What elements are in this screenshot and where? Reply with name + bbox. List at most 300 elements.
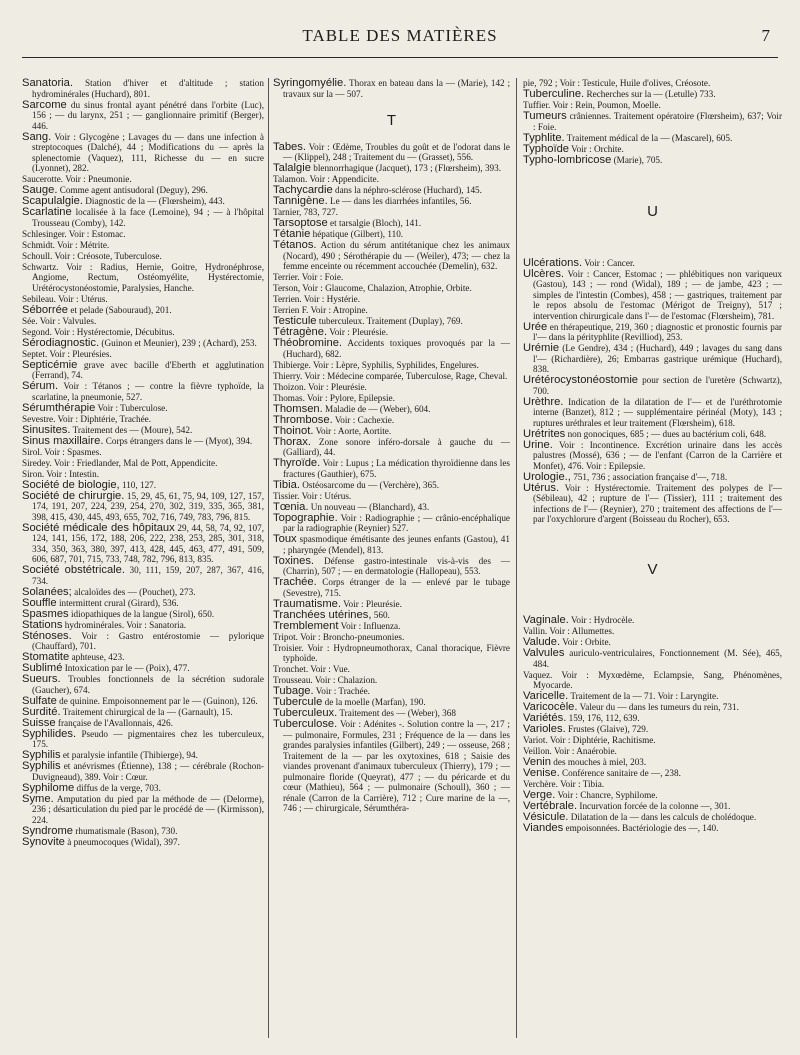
index-entry: [22, 469, 264, 480]
index-entry: [22, 783, 264, 794]
entry-text: Tuffier. Voir : Rein, Poumon, Moelle.: [523, 100, 661, 110]
index-entry: [22, 229, 264, 240]
index-entry: [22, 294, 264, 305]
index-entry: [22, 729, 264, 750]
entry-text: idiopathiques de la langue (Sirol), 650.: [68, 608, 215, 619]
index-entry: [22, 185, 264, 196]
entry-term: Solanées;: [22, 585, 72, 598]
entry-term: Stomatite: [22, 651, 70, 663]
index-entry: [523, 648, 782, 669]
entry-text: Vallin. Voir : Allumettes.: [523, 626, 615, 636]
index-entry: [273, 360, 510, 371]
entry-text: Thorax en bateau dans la — (Marie), 142 ; travaux sur la — 507.: [283, 78, 510, 99]
index-entry: [523, 144, 782, 155]
index-entry: [273, 305, 510, 316]
page-number: 7: [761, 26, 770, 45]
entry-text: et pelade (Sabouraud), 201.: [68, 304, 172, 315]
index-entry: [273, 415, 510, 426]
entry-text: (Le Gendre), 434 ; (Huchard), 449 ; lavages du sang dans l'— (Richardière), 26; Embarras gastrique urémique (Huchard), 838.: [533, 343, 782, 374]
entry-term: Tabes.: [273, 140, 306, 153]
entry-text: Diagnostic de la — (Flœrsheim), 443.: [82, 196, 225, 206]
entry-text: Voir : Influenza.: [338, 620, 401, 631]
index-entry: [22, 425, 264, 436]
entry-term: Tuberculeux.: [273, 707, 338, 719]
index-entry: [273, 404, 510, 415]
index-entry: [273, 697, 510, 708]
entry-text: et anévrismes (Étienne), 138 ; — cérébrale (Rochon-Duvigneaud), 389. Voir : Cœur.: [32, 761, 264, 782]
entry-term: Toux: [273, 533, 297, 545]
entry-term: Thomsen.: [273, 402, 323, 415]
index-entry: [22, 132, 264, 174]
entry-text: française de l'Avallonnais, 426.: [55, 717, 173, 728]
index-entry: [22, 491, 264, 523]
index-entry: [523, 713, 782, 724]
entry-text: Terrien F. Voir : Atropine.: [273, 305, 368, 315]
entry-term: Tuberculine.: [523, 88, 585, 100]
entry-text: Terson, Voir : Glaucome, Chalazion, Atrophie, Orbite.: [273, 283, 472, 293]
index-entry: [22, 826, 264, 837]
entry-text: Saucerotte. Voir : Pneumonie.: [22, 174, 132, 184]
entry-term: Syndrome: [22, 824, 73, 837]
index-entry: [273, 393, 510, 404]
index-entry: [273, 708, 510, 719]
index-columns: [22, 78, 782, 1038]
entry-text: Voir : Trachée.: [313, 686, 370, 696]
index-entry: [273, 599, 510, 610]
entry-text: Voir : Aorte, Aortite.: [313, 425, 392, 436]
index-entry: [273, 218, 510, 229]
entry-term: Société obstétricale.: [22, 564, 125, 576]
index-entry: [523, 691, 782, 702]
index-entry: [523, 724, 782, 735]
index-entry: [523, 637, 782, 648]
entry-term: Urèthre.: [523, 395, 564, 408]
index-entry: [22, 327, 264, 338]
index-entry: [523, 615, 782, 626]
entry-text: Septet. Voir : Pleurésies.: [22, 348, 112, 359]
entry-text: Siredey. Voir : Friedlander, Mal de Pott, Appendicite.: [22, 457, 218, 468]
entry-term: Vaginale.: [523, 614, 569, 626]
entry-text: Voir : Cachexie.: [332, 414, 395, 425]
entry-term: Tétanos.: [273, 239, 317, 251]
entry-text: Défense gastro-intestinale vis-à-vis des — (Charrin), 507 ; — en dermatologie (Hallopeau), 553.: [283, 555, 510, 576]
entry-term: Syphilides.: [22, 727, 77, 740]
entry-text: Talamon. Voir : Appendicite.: [273, 174, 379, 184]
entry-text: Ostéosarcome du — (Verchère), 365.: [299, 479, 439, 490]
entry-text: du sinus frontal ayant pénétré dans l'orbite (Luc), 156 ; — du larynx, 251 ; — ganglionnaire primitif (Berger), 446.: [32, 99, 264, 131]
index-entry: [22, 609, 264, 620]
entry-term: Typhlite.: [523, 131, 565, 144]
entry-text: Voir : Hydrocèle.: [568, 615, 635, 625]
index-entry: [22, 598, 264, 609]
index-entry: [523, 269, 782, 322]
entry-term: Tumeurs: [523, 110, 567, 122]
entry-text: Conférence sanitaire de —, 238.: [559, 768, 681, 778]
entry-text: Voir : Cancer, Estomac ; — phlébitiques non variqueux (Gastou), 143 ; — rond (Widal), 189 ; — de jambe, 423 ; — simples de l'intestin (Combes), 458 ; — gastriques, traitement par le repos absolu de l'estomac (Mérigot de Treigny), 517 ; intervention chirurgicale dans l'— de l'estomac (Flœrsheim), 781.: [533, 268, 782, 321]
section-letter: T: [386, 111, 397, 129]
entry-term: Spasmes: [22, 607, 69, 620]
index-entry: [523, 735, 782, 746]
entry-text: Station d'hiver et d'altitude ; station hydrominérales (Huchard), 801.: [32, 78, 264, 99]
index-entry: [273, 610, 510, 621]
index-entry: [523, 702, 782, 713]
entry-text: Un nouveau — (Blanchard), 43.: [308, 501, 430, 512]
entry-term: Sueurs.: [22, 673, 61, 685]
entry-term: Sinusites.: [22, 423, 71, 436]
entry-term: Varicocèle.: [523, 701, 578, 713]
index-entry: [273, 382, 510, 393]
index-entry: [22, 262, 264, 294]
entry-term: Syphilome: [22, 781, 75, 794]
entry-term: Tibia.: [273, 478, 300, 491]
entry-text: 159, 176, 112, 639.: [566, 713, 640, 723]
entry-text: Voir : Tétanos ; — contre la fièvre typhoïde, la scarlatine, la pneumonie, 527.: [32, 381, 264, 402]
index-entry: [523, 100, 782, 111]
entry-text: hépatique (Gilbert), 110.: [310, 229, 404, 239]
entry-term: Urée: [523, 320, 548, 333]
entry-term: Tremblement: [273, 619, 339, 632]
entry-term: Thoinot.: [273, 424, 314, 437]
entry-term: Société médicale des hôpitaux: [22, 521, 175, 534]
entry-text: (Guinon et Meunier), 239 ; (Achard), 253.: [99, 337, 257, 348]
index-entry: [22, 381, 264, 402]
index-entry: [523, 812, 782, 823]
entry-text: non gonociques, 685 ; — dues au bactérium coli, 648.: [565, 428, 767, 439]
index-entry: [523, 78, 782, 89]
index-entry: [523, 155, 782, 166]
entry-term: Scapulalgie.: [22, 195, 83, 207]
index-entry: [273, 283, 510, 294]
entry-term: Suisse: [22, 716, 56, 729]
index-entry: [22, 240, 264, 251]
index-entry: [273, 163, 510, 174]
entry-text: Amputation du pied par la méthode de — (Delorme), 236 ; désarticulation du pied par le procédé de — (Kirmisson), 224.: [32, 793, 264, 825]
entry-term: Surdité.: [22, 705, 61, 718]
entry-text: Frustes (Glaive), 729.: [565, 724, 649, 734]
entry-text: 560.: [371, 609, 390, 620]
entry-text: Zone sonore inféro-dorsale à gauche du — (Galliard), 44.: [283, 436, 510, 457]
entry-text: de la moelle (Marfan), 190.: [322, 697, 426, 707]
entry-text: Voir : Tuberculose.: [95, 402, 168, 413]
page-header: [22, 26, 778, 50]
entry-term: Tranchées utérines,: [273, 608, 372, 621]
entry-text: Troisier. Voir : Hydropneumothorax, Canal thoracique, Fièvre typhoïde.: [273, 642, 510, 663]
entry-term: Topographie.: [273, 511, 338, 524]
entry-term: Sanatoria.: [22, 78, 73, 89]
index-entry: [273, 78, 510, 99]
entry-term: Sauge.: [22, 184, 58, 196]
entry-text: 15, 29, 45, 61, 75, 94, 109, 127, 157, 174, 191, 207, 224, 239, 254, 270, 302, 319, 335, 365, 381, 398, 415, 430, 445, 493, 655, 702, 716, 749, 783, 796, 815.: [32, 490, 264, 522]
entry-text: Variot. Voir : Diphtérie, Rachitisme.: [523, 735, 656, 745]
entry-text: auriculo-ventriculaires, Fonctionnement (M. Sée), 465, 484.: [533, 648, 782, 669]
index-entry: [22, 78, 264, 99]
entry-text: Voir : Chancre, Syphilome.: [555, 790, 658, 800]
index-entry: [273, 534, 510, 555]
entry-text: Schwartz. Voir : Radius, Hernie, Goitre, Hydronéphrose, Angiome, Rectum, Ostéomyélite, Hystérectomie, Urétérocystonéostomie, Paralysies, Hanche.: [22, 261, 264, 293]
index-entry: [273, 426, 510, 437]
index-entry: [273, 371, 510, 382]
entry-text: Voir : Glycogène ; Lavages du — dans une infection à streptocoques (Dalché), 44 ; Modifications du — après la splenectomie (Vaquez), 111, Richesse du — en sucre (Lyonnet), 282.: [32, 131, 264, 173]
entry-term: Variétés.: [523, 712, 567, 724]
entry-term: Urétrites: [523, 427, 566, 440]
entry-text: Segond. Voir : Hystérectomie, Décubitus.: [22, 326, 175, 337]
entry-term: Sténoses.: [22, 629, 72, 642]
entry-text: pie, 792 ; Voir : Testicule, Huile d'olives, Créosote.: [523, 78, 711, 88]
index-entry: [273, 556, 510, 577]
index-entry: [523, 823, 782, 834]
entry-term: Syme.: [22, 792, 54, 805]
entry-text: Valeur du — dans les tumeurs du rein, 731.: [577, 702, 739, 712]
entry-text: Troubles fonctionnels de la sécrétion sudorale (Gaucher), 674.: [32, 674, 264, 695]
index-entry: [523, 768, 782, 779]
entry-text: à pneumocoques (Widal), 397.: [64, 836, 180, 847]
entry-term: Urologie.,: [523, 470, 571, 483]
entry-text: Voir : Pleurésie.: [340, 598, 402, 609]
entry-term: Valvules: [523, 647, 565, 659]
index-entry: [273, 491, 510, 502]
entry-text: Schoull. Voir : Créosote, Tuberculose.: [22, 250, 162, 261]
index-entry: [523, 746, 782, 757]
entry-term: Venise.: [523, 767, 560, 779]
entry-text: Pseudo — pigmentaires chez les tuberculeux, 175.: [32, 728, 264, 749]
index-entry: [273, 338, 510, 359]
entry-text: Sevestre. Voir : Diphtérie, Trachée.: [22, 413, 152, 424]
entry-term: Tuberculose.: [273, 718, 338, 730]
entry-term: Urémie: [523, 342, 560, 354]
index-column-1: [22, 78, 268, 1038]
index-entry: [523, 670, 782, 691]
index-entry: [22, 523, 264, 565]
index-entry: [22, 360, 264, 381]
index-entry: [22, 663, 264, 674]
index-entry: [22, 565, 264, 586]
index-entry: [22, 652, 264, 663]
index-entry: [273, 643, 510, 664]
entry-text: Schlesinger. Voir : Estomac.: [22, 228, 126, 239]
entry-text: rhumatismale (Bason), 730.: [73, 825, 178, 836]
index-entry: [523, 397, 782, 429]
index-entry: [22, 316, 264, 327]
entry-text: Verchère. Voir : Tibia.: [523, 779, 605, 789]
entry-text: intermittent crural (Girard), 536.: [56, 597, 179, 608]
entry-term: Typhoïde: [523, 142, 570, 155]
entry-term: Testicule: [273, 315, 317, 327]
index-entry: [273, 502, 510, 513]
index-entry: [22, 707, 264, 718]
entry-text: Terrien. Voir : Hystérie.: [273, 294, 361, 304]
index-entry: [22, 587, 264, 598]
entry-term: Vésicule.: [523, 811, 569, 823]
entry-term: Urine.: [523, 438, 553, 451]
entry-term: Verge.: [523, 789, 556, 801]
entry-text: tuberculeux. Traitement (Duplay), 769.: [316, 316, 463, 326]
index-entry: [523, 790, 782, 801]
index-entry: [22, 794, 264, 826]
index-entry: [22, 338, 264, 349]
entry-text: empoisonnées. Bactériologie des —, 140.: [563, 823, 719, 833]
entry-term: Sublimé: [22, 662, 63, 674]
index-entry: [523, 133, 782, 144]
entry-term: Tœnia.: [273, 500, 309, 513]
entry-term: Varicelle.: [523, 690, 569, 702]
entry-text: Voir : Incontinence. Excrétion urinaire dans les accès palustres (Mossé), 636 ; — de l'enfant (Carron de la Carrière et Monfet), 476. Voir : Epilepsie.: [533, 439, 782, 471]
index-entry: [273, 621, 510, 632]
entry-term: Ulcérations.: [523, 256, 583, 269]
entry-text: Terrier. Voir : Foie.: [273, 272, 344, 282]
entry-text: Traitement de la — 71. Voir : Laryngite.: [568, 691, 719, 701]
entry-text: en thérapeutique, 219, 360 ; diagnostic et pronostic fournis par l'— dans la pérityphlite (Revilliod), 253.: [533, 321, 782, 342]
entry-text: Corps étrangers dans le — (Myot), 394.: [103, 435, 253, 446]
entry-text: pour section de l'uretère (Schwartz), 700.: [533, 375, 782, 396]
index-entry: [273, 675, 510, 686]
entry-text: Tronchet. Voir : Vue.: [273, 664, 350, 674]
section-letter: V: [647, 561, 658, 578]
entry-term: Tannigène.: [273, 195, 328, 207]
entry-text: hydrominérales. Voir : Sanatoria.: [62, 619, 187, 630]
header-rule: [22, 57, 778, 58]
entry-text: (Marie), 705.: [611, 154, 663, 165]
index-entry: [22, 305, 264, 316]
index-entry: [523, 483, 782, 525]
index-entry: [22, 620, 264, 631]
entry-text: Sebileau. Voir : Utérus.: [22, 293, 108, 304]
index-entry: [273, 664, 510, 675]
entry-text: Thibierge. Voir : Lèpre, Syphilis, Syphilides, Engelures.: [273, 359, 479, 370]
entry-text: Maladie de — (Weber), 604.: [322, 403, 431, 414]
index-entry: [523, 779, 782, 790]
index-entry: [22, 837, 264, 848]
entry-term: Tachycardie: [273, 184, 333, 196]
index-entry: [22, 718, 264, 729]
index-entry: [523, 472, 782, 483]
entry-text: Corps étranger de la — enlevé par le tubage (Sevestre), 715.: [283, 577, 510, 598]
index-entry: [22, 458, 264, 469]
entry-text: Intoxication par le — (Poix), 477.: [62, 663, 190, 673]
entry-text: de quinine. Empoisonnement par le — (Guinon), 126.: [56, 695, 258, 706]
index-entry: [273, 437, 510, 458]
entry-term: Séborrée: [22, 303, 69, 316]
entry-term: Talalgie: [273, 162, 311, 174]
index-entry: [22, 349, 264, 360]
entry-text: Siron. Voir : Intestin.: [22, 468, 99, 479]
entry-text: Accidents toxiques provoqués par la — (Huchard), 682.: [283, 338, 510, 359]
index-entry: [523, 258, 782, 269]
index-column-3: [516, 78, 782, 1038]
entry-term: Société de chirurgie.: [22, 489, 125, 502]
entry-term: Stations: [22, 618, 63, 631]
entry-term: Septicémie: [22, 358, 78, 371]
entry-term: Sérodiagnostic.: [22, 336, 100, 349]
index-entry: [22, 436, 264, 447]
entry-text: spasmodique émétisante des jeunes enfants (Gastou), 41 ; pharyngée (Mendel), 813.: [283, 534, 510, 555]
entry-text: Indication de la dilatation de l'— et de l'uréthrotomie interne (Banzet), 812 ; — supplémentaire périnéal (Moty), 143 ; ruptures uréthrales et leur traitement (Flœrsheim), 618.: [533, 396, 782, 428]
index-entry: [22, 403, 264, 414]
entry-text: 110, 127.: [119, 479, 157, 490]
entry-term: Scarlatine: [22, 206, 72, 218]
index-entry: [22, 447, 264, 458]
index-entry: [273, 240, 510, 272]
entry-term: Viandes: [523, 822, 564, 834]
entry-term: Tubercule: [273, 696, 323, 708]
entry-text: Recherches sur la — (Letulle) 733.: [584, 89, 716, 99]
entry-text: 751, 736 ; association française d'—, 718.: [570, 471, 728, 482]
entry-text: alcaloïdes des — (Pouchet), 273.: [71, 586, 196, 597]
index-entry: [523, 429, 782, 440]
index-entry: [22, 631, 264, 652]
index-entry: [523, 801, 782, 812]
entry-text: Traitement médical de la — (Mascarel), 605.: [564, 132, 733, 143]
entry-text: diffus de la verge, 703.: [74, 782, 161, 793]
index-entry: [273, 174, 510, 185]
index-entry: [523, 375, 782, 396]
entry-text: Incurvation forcée de la colonne —, 301.: [577, 801, 731, 811]
entry-text: Vaquez. Voir : Myxœdème, Eclampsie, Sang, Phénomènes, Myocarde.: [523, 669, 782, 690]
entry-text: Le — dans les diarrhées infantiles, 56.: [327, 196, 472, 206]
entry-term: Sang.: [22, 130, 52, 143]
index-entry: [22, 251, 264, 262]
entry-term: Traumatisme.: [273, 597, 341, 610]
entry-term: Thyroïde.: [273, 457, 321, 469]
entry-term: Tubage.: [273, 685, 314, 697]
index-entry: [273, 458, 510, 479]
entry-text: Voir : Gastro entérostomie — pylorique (Chauffard), 701.: [32, 630, 264, 651]
entry-term: Sinus maxillaire.: [22, 434, 104, 447]
index-entry: [22, 761, 264, 782]
entry-term: Ulcères.: [523, 267, 565, 280]
index-entry: [273, 207, 510, 218]
entry-text: Tripot. Voir : Broncho-pneumonies.: [273, 631, 405, 642]
entry-text: blennorrhagique (Jacquet), 173 ; (Flœrsheim), 393.: [310, 163, 502, 173]
entry-term: Sérum.: [22, 380, 59, 392]
entry-term: Tétanie: [273, 228, 311, 240]
entry-text: Voir : Cancer.: [582, 257, 635, 268]
entry-text: aphteuse, 423.: [69, 652, 125, 662]
entry-term: Syringomyélie.: [273, 78, 347, 89]
entry-term: Thrombose.: [273, 413, 333, 426]
index-entry: [273, 196, 510, 207]
index-entry: [273, 577, 510, 598]
entry-term: Théobromine.: [273, 337, 343, 349]
entry-text: Thierry. Voir : Médecine comparée, Tuberculose, Rage, Cheval.: [273, 370, 508, 381]
section-letter: U: [647, 202, 658, 220]
entry-text: Voir : Radiographie ; — crânio-encéphalique par la radiographie (Reynier) 527.: [283, 512, 510, 533]
entry-text: 29, 44, 58, 74, 92, 107, 124, 141, 156, 172, 188, 206, 222, 238, 253, 285, 301, 318, 334, 350, 363, 380, 397, 413, 428, 445, 463, 477, 491, 509, 606, 687, 701, 715, 733, 748, 782, 796, 813, 835.: [32, 522, 265, 564]
index-entry: [22, 750, 264, 761]
entry-term: Trachée.: [273, 576, 317, 588]
entry-term: Sérumthérapie: [22, 401, 96, 414]
index-entry: [523, 89, 782, 100]
entry-text: dans la néphro-sclérose (Huchard), 145.: [332, 185, 482, 195]
entry-text: Voir : Œdème, Troubles du goût et de l'odorat dans le — (Klippel), 248 ; Traitement du — (Grasset), 556.: [283, 141, 510, 162]
entry-term: Venin: [523, 756, 551, 768]
entry-text: grave avec bacille d'Eberth et agglutination (Ferrand), 74.: [32, 359, 264, 380]
entry-text: localisée à la face (Lemoine), 94 ; — à l'hôpital Trousseau (Comby), 142.: [32, 207, 264, 228]
entry-term: Syphilis: [22, 760, 61, 772]
index-entry: [273, 185, 510, 196]
entry-text: Voir : Orbite.: [560, 637, 611, 647]
index-entry: [523, 322, 782, 343]
index-entry: [22, 696, 264, 707]
index-entry: [523, 343, 782, 375]
index-entry: [523, 626, 782, 637]
entry-text: des mouches à miel, 203.: [551, 757, 647, 767]
entry-text: Trousseau. Voir : Chalazion.: [273, 675, 378, 685]
entry-text: Sirol. Voir : Spasmes.: [22, 446, 102, 457]
index-entry: [273, 719, 510, 814]
index-entry: [273, 272, 510, 283]
index-entry: [273, 632, 510, 643]
entry-term: Typho-lombricose: [523, 153, 612, 166]
